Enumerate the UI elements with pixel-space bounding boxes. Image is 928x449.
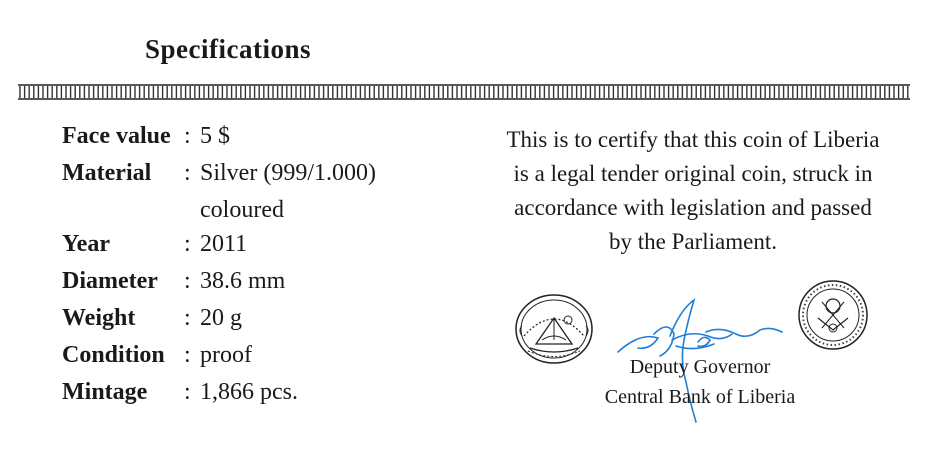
spec-colon: : bbox=[184, 268, 191, 294]
spec-row-diameter bbox=[62, 263, 376, 300]
spec-label-empty bbox=[62, 192, 180, 226]
specifications-list bbox=[62, 118, 376, 411]
spec-label: Weight bbox=[62, 305, 136, 331]
spec-label: Mintage bbox=[62, 379, 148, 405]
spec-row-mintage bbox=[62, 374, 376, 411]
spec-value: Silver (999/1.000) bbox=[200, 160, 376, 186]
spec-row-condition bbox=[62, 337, 376, 374]
decorative-divider bbox=[18, 82, 910, 102]
page-title: Specifications bbox=[145, 34, 311, 64]
spec-colon: : bbox=[184, 305, 191, 331]
spec-label: Year bbox=[62, 231, 110, 257]
certification-line: accordance with legislation and passed bbox=[514, 195, 872, 220]
signatory-organization: Central Bank of Liberia bbox=[604, 386, 796, 408]
spec-value: proof bbox=[200, 342, 252, 368]
spec-row-material bbox=[62, 155, 376, 192]
central-bank-stamp-icon bbox=[796, 278, 870, 352]
spec-value: 2011 bbox=[200, 231, 248, 257]
certification-statement bbox=[478, 123, 908, 259]
spec-label: Face value bbox=[62, 123, 171, 149]
spec-colon: : bbox=[184, 123, 191, 149]
spec-value: 5 $ bbox=[200, 123, 230, 149]
spec-row-year bbox=[62, 226, 376, 263]
certification-line: This is to certify that this coin of Liberia bbox=[506, 127, 880, 152]
spec-label: Condition bbox=[62, 342, 165, 368]
certification-line: by the Parliament. bbox=[609, 229, 777, 254]
signatory-block bbox=[560, 352, 840, 412]
spec-value: 1,866 pcs. bbox=[200, 379, 298, 405]
spec-colon: : bbox=[184, 231, 191, 257]
spec-value: 20 g bbox=[200, 305, 242, 331]
spec-row-face-value bbox=[62, 118, 376, 155]
certification-line: is a legal tender original coin, struck in bbox=[513, 161, 873, 186]
spec-label: Diameter bbox=[62, 268, 158, 294]
spec-colon: : bbox=[184, 160, 191, 186]
spec-value: 38.6 mm bbox=[200, 268, 286, 294]
signatory-title: Deputy Governor bbox=[629, 356, 771, 378]
spec-row-weight bbox=[62, 300, 376, 337]
spec-value-continued: coloured bbox=[200, 197, 284, 223]
spec-colon: : bbox=[184, 342, 191, 368]
spec-colon-empty bbox=[180, 192, 200, 226]
spec-row-material-cont bbox=[62, 192, 376, 226]
spec-colon: : bbox=[184, 379, 191, 405]
spec-label: Material bbox=[62, 160, 152, 186]
